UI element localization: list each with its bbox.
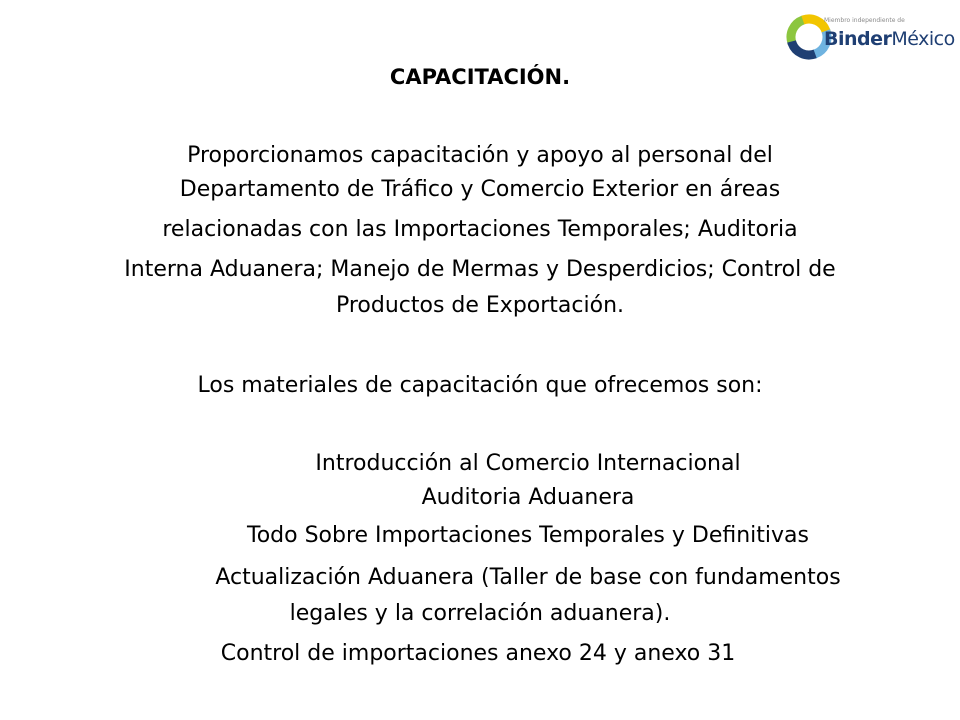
- intro-line: relacionadas con las Importaciones Temporales; Auditoria: [162, 217, 798, 242]
- intro-line: Proporcionamos capacitación y apoyo al personal del: [187, 143, 773, 168]
- materials-item: Actualización Aduanera (Taller de base con fundamentos: [215, 565, 841, 590]
- materials-item: Control de importaciones anexo 24 y anexo 31: [220, 641, 736, 666]
- page-title: CAPACITACIÓN.: [389, 65, 571, 89]
- company-logo: [786, 14, 955, 60]
- intro-line: Interna Aduanera; Manejo de Mermas y Desperdicios; Control de: [124, 257, 836, 282]
- logo-name-regular: México: [891, 28, 955, 50]
- intro-line: Departamento de Tráfico y Comercio Exterior en áreas: [179, 177, 781, 202]
- intro-line: Productos de Exportación.: [335, 293, 625, 318]
- materials-item: legales y la correlación aduanera).: [289, 601, 671, 626]
- materials-heading: Los materiales de capacitación que ofrecemos son:: [197, 373, 763, 398]
- logo-wordmark: [824, 26, 955, 52]
- logo-tagline: Miembro independiente de: [824, 17, 905, 24]
- materials-item: Todo Sobre Importaciones Temporales y Definitivas: [247, 523, 809, 548]
- logo-name-bold: Binder: [824, 28, 892, 50]
- materials-item: Introducción al Comercio Internacional: [315, 451, 741, 476]
- materials-item: Auditoria Aduanera: [421, 485, 635, 510]
